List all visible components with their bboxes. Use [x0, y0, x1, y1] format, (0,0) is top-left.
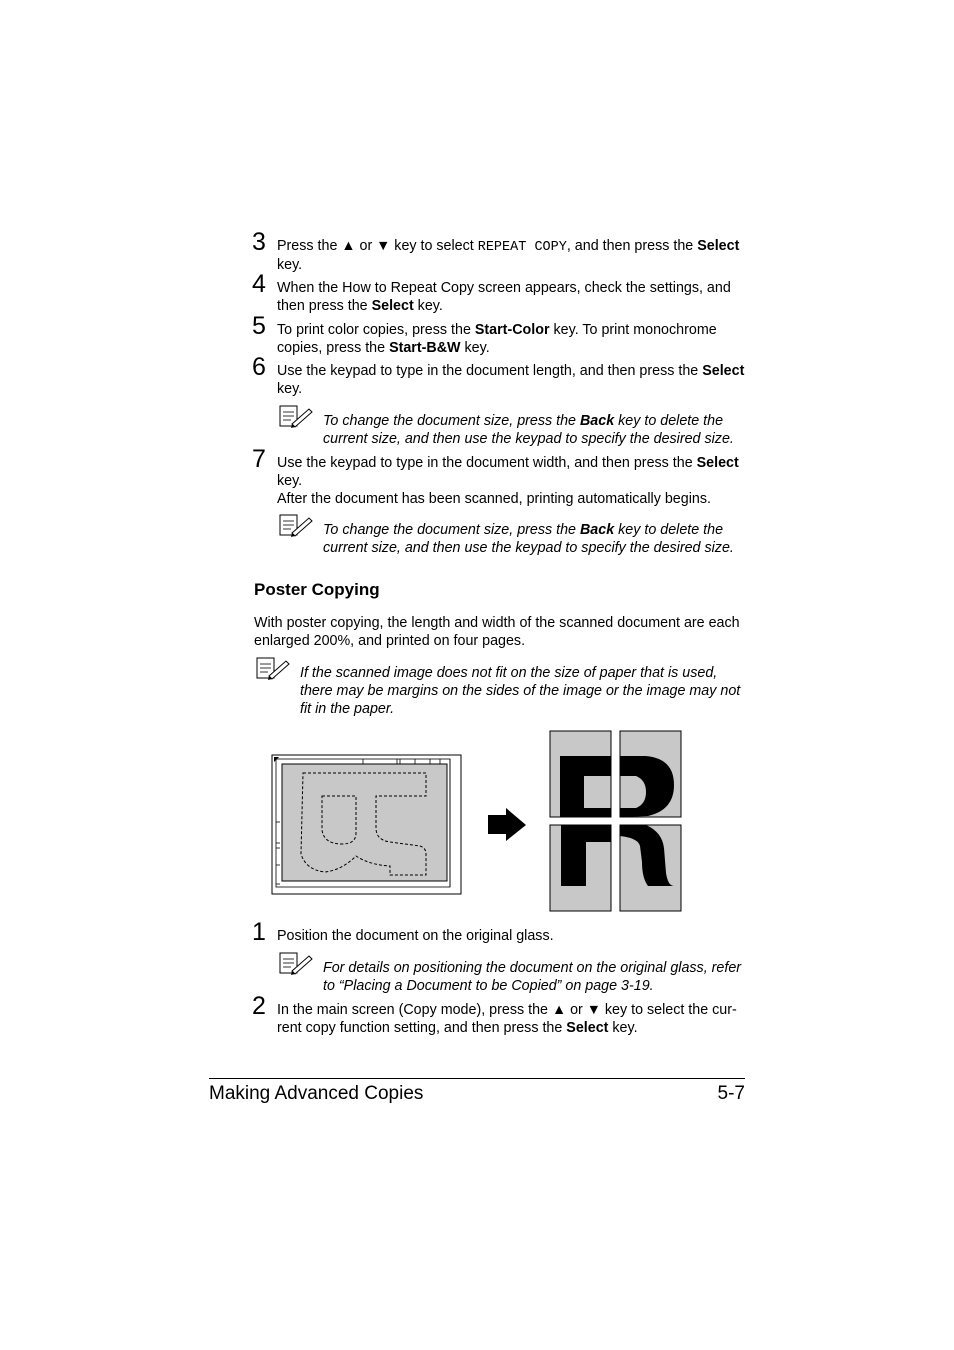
right-arrow-icon [488, 808, 526, 841]
note-text: To change the document size, press the Back key to delete the current size, and then use the keypad to specify the desired size. [323, 413, 734, 447]
step-number: 4 [252, 270, 266, 298]
step-number: 7 [252, 445, 266, 473]
step-text: Use the keypad to type in the document length, and then press the Select key. [277, 363, 745, 397]
step-text: In the main screen (Copy mode), press the ▲ or ▼ key to select the cur-rent copy function setting, and then press the Select key. [277, 1002, 737, 1036]
page-number: 5-7 [717, 1083, 745, 1104]
section-title: Poster Copying [254, 580, 380, 599]
note-text: For details on positioning the document on the original glass, refer to “Placing a Document to be Copied” on page 3-19. [323, 960, 742, 994]
note-pencil-icon [278, 514, 314, 540]
step-text-main: Use the keypad to type in the document width, and then press the Select key. [277, 455, 739, 489]
step-text: Press the ▲ or ▼ key to select REPEAT COPY, and then press the Select key. [277, 238, 740, 273]
footer-rule [209, 1078, 745, 1079]
note-pencil-icon [278, 952, 314, 978]
footer-title: Making Advanced Copies [209, 1083, 424, 1104]
step-text [277, 455, 747, 508]
note-text: To change the document size, press the Back key to delete the current size, and then use the keypad to specify the desired size. [323, 522, 734, 556]
note-text: If the scanned image does not fit on the size of paper that is used, there may be margins on the sides of the image or the image may not fit in the paper. [300, 665, 741, 717]
note-pencil-icon [278, 405, 314, 431]
step-number: 6 [252, 353, 266, 381]
section-paragraph: With poster copying, the length and width of the scanned document are each enlarged 200%, and printed on four pages. [254, 615, 740, 649]
poster-illustration [270, 728, 690, 918]
step-number: 3 [252, 228, 266, 256]
step-text: When the How to Repeat Copy screen appears, check the settings, and then press the Select key. [277, 280, 731, 314]
step-text-extra: After the document has been scanned, printing automatically begins. [277, 490, 711, 507]
poster-output-diagram [550, 731, 681, 911]
step-text: To print color copies, press the Start-Color key. To print monochrome copies, press the Start-B&W key. [277, 322, 717, 356]
step-text: Position the document on the original glass. [277, 928, 554, 944]
note-pencil-icon [255, 657, 291, 683]
step-number: 5 [252, 312, 266, 340]
step-number: 1 [252, 918, 266, 946]
step-number: 2 [252, 992, 266, 1020]
original-glass-diagram [272, 755, 461, 894]
